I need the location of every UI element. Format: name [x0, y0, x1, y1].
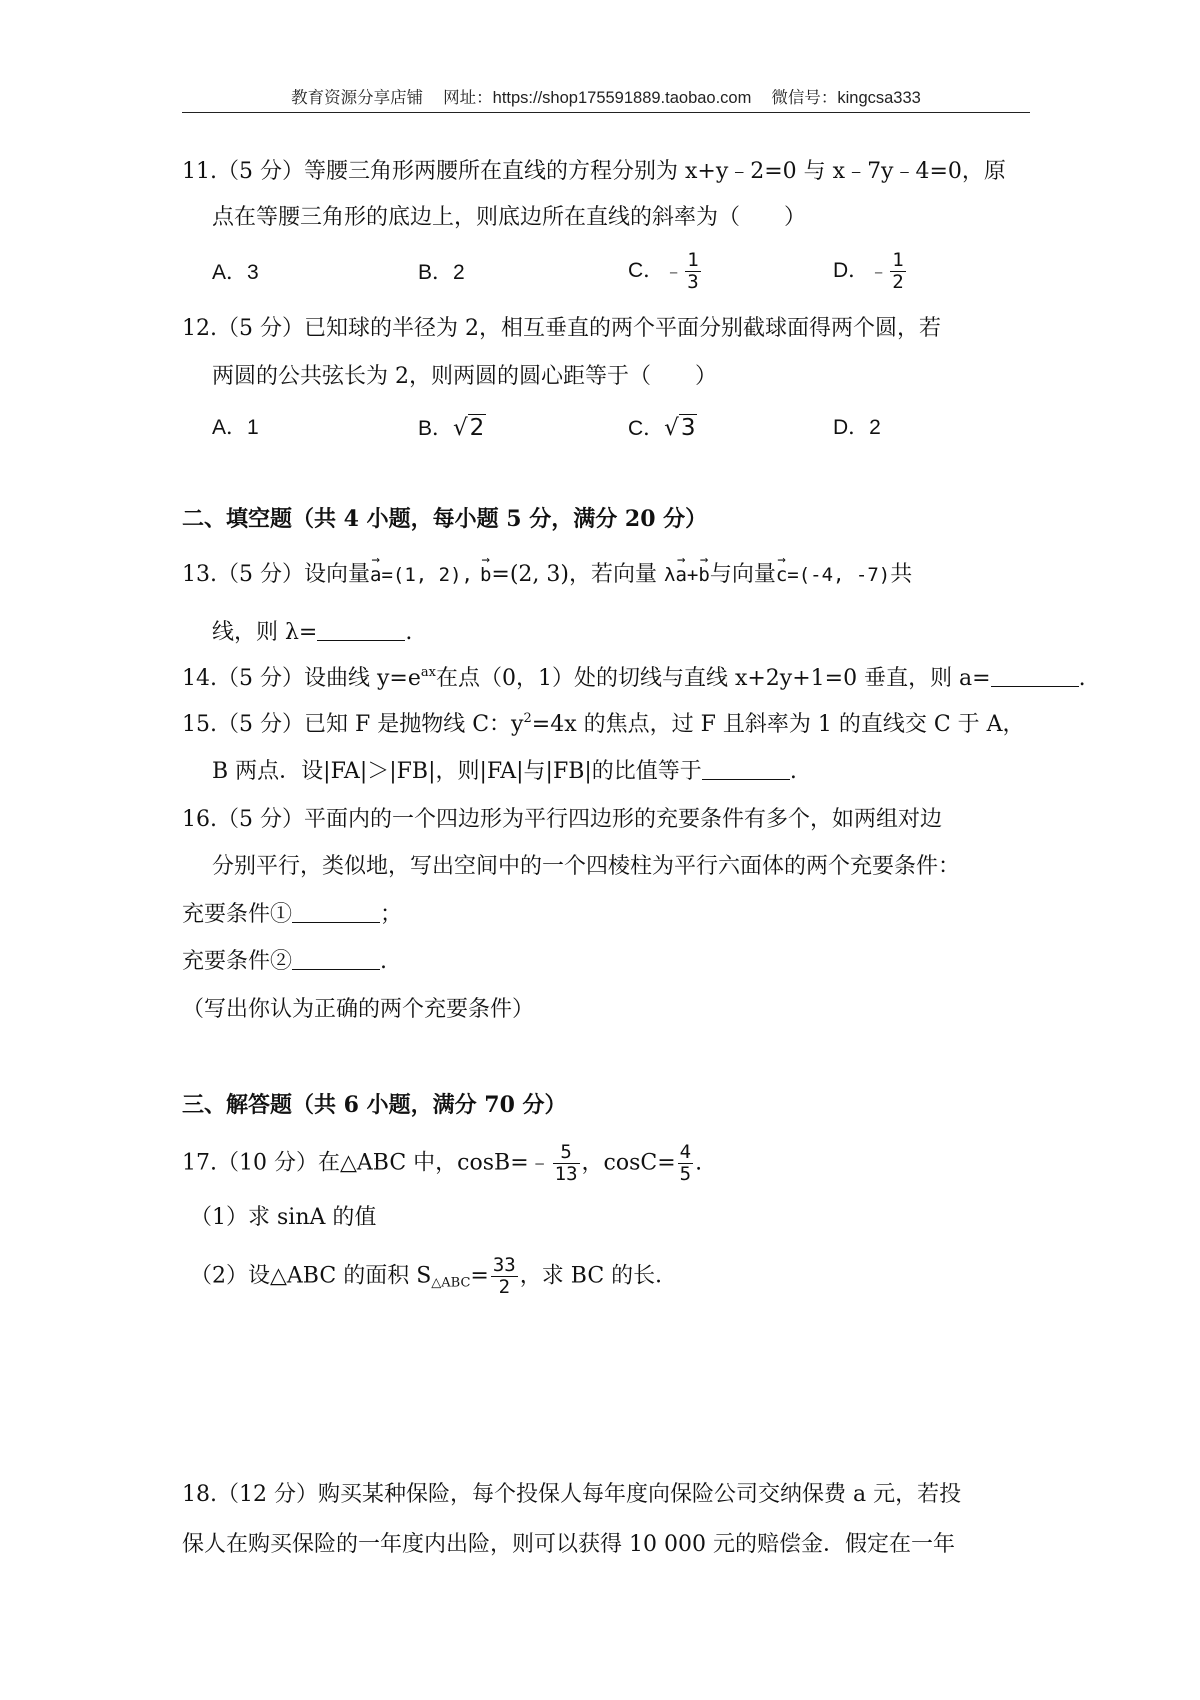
q12-option-c: C．√3 [628, 415, 696, 441]
q18-line1: 18.（12 分）购买某种保险，每个投保人每年度向保险公司交纳保费 a 元，若投 [182, 1482, 962, 1507]
q12-option-d: D．2 [833, 416, 881, 439]
q11-option-b: B．2 [418, 261, 465, 284]
q12-option-a: A．1 [212, 416, 259, 439]
q13-line1: 13.（5 分）设向量 → a=(1, 2), → b=(2, 3)，若向量 λ → a+ → b与向量 → c=(-4, -7)共 [182, 560, 912, 590]
vector-b: → b [698, 552, 710, 586]
q16-condition-2: 充要条件② . [182, 949, 388, 974]
q18-line2: 保人在购买保险的一年度内出险，则可以获得 10 000 元的赔偿金．假定在一年 [182, 1532, 955, 1557]
q12-line1: 12.（5 分）已知球的半径为 2，相互垂直的两个平面分别截球面得两个圆，若 [182, 316, 941, 341]
answer-blank[interactable] [991, 664, 1079, 687]
shop-url[interactable]: https://shop175591889.taobao.com [492, 89, 752, 107]
q14-line: 14.（5 分）设曲线 $y=e^{ax}$在点（0，1）处的切线与直线 x+2y+1=0 垂直，则 a= . [182, 665, 1086, 691]
fraction: $\frac{33}{2}$ [492, 1254, 516, 1298]
shop-name: 教育资源分享店铺 [291, 89, 424, 107]
vector-b: → b [479, 552, 492, 586]
q15-line2: B 两点．设|FA|＞|FB|，则|FA|与|FB|的比值等于 . [212, 759, 797, 784]
answer-blank[interactable] [292, 947, 380, 970]
answer-blank[interactable] [702, 757, 790, 780]
q16-condition-1: 充要条件① ； [182, 902, 403, 927]
fraction: $\frac{4}{5}$ [679, 1141, 692, 1185]
sqrt-symbol: √2 [453, 415, 485, 441]
q16-line1: 16.（5 分）平面内的一个四边形为平行四边形的充要条件有多个，如两组对边 [182, 807, 942, 832]
page-header [182, 84, 1030, 108]
answer-blank[interactable] [317, 618, 405, 641]
fraction: $\frac{5}{13}$ [554, 1141, 578, 1185]
q17-part-2: （2）设△ABC 的面积 $S_{\triangle ABC}=$ $\frac{33}{2}$ ，求 BC 的长． [190, 1254, 678, 1298]
section-2-title: 二、填空题（共 4 小题，每小题 5 分，满分 20 分） [182, 506, 708, 532]
q11-option-c: C．﹣ $\frac{1}{3}$ [628, 249, 699, 293]
fraction: $\frac{1}{2}$ [892, 249, 904, 293]
vector-a: → a [369, 552, 382, 586]
answer-blank[interactable] [292, 900, 380, 923]
sqrt-symbol: √3 [664, 415, 696, 441]
q15-line1: 15.（5 分）已知 F 是抛物线 C：$y^2=4x$ 的焦点，过 F 且斜率为 1 的直线交 C 于 A， [182, 711, 1025, 737]
wechat-label: 微信号： [771, 89, 838, 107]
q11-line1: 11.（5 分）等腰三角形两腰所在直线的方程分别为 x+y﹣2=0 与 x﹣7y﹣4=0，原 [182, 159, 1006, 184]
fraction: $\frac{1}{3}$ [687, 249, 699, 293]
q17-part-1: （1）求 sinA 的值 [190, 1205, 377, 1230]
q12-option-b: B．√2 [418, 415, 485, 441]
q17-line: 17.（10 分）在△ABC 中，cosB=﹣ $\frac{5}{13}$ ，cosC= $\frac{4}{5}$ . [182, 1141, 703, 1185]
vector-c: → c [775, 552, 788, 586]
section-3-title: 三、解答题（共 6 小题，满分 70 分） [182, 1092, 567, 1118]
wechat-id: kingcsa333 [837, 89, 921, 107]
vector-a: → a [675, 552, 687, 586]
q11-option-d: D．﹣ $\frac{1}{2}$ [833, 249, 904, 293]
q16-note: （写出你认为正确的两个充要条件） [182, 997, 535, 1022]
url-label: 网址： [443, 89, 493, 107]
q13-line2: 线，则 λ= . [212, 620, 413, 645]
q11-option-a: A．3 [212, 261, 259, 284]
q11-line2: 点在等腰三角形的底边上，则底边所在直线的斜率为（ ） [212, 205, 807, 230]
q16-line2: 分别平行，类似地，写出空间中的一个四棱柱为平行六面体的两个充要条件： [212, 854, 961, 879]
q12-line2: 两圆的公共弦长为 2，则两圆的圆心距等于（ ） [212, 364, 717, 389]
header-rule [182, 112, 1030, 113]
